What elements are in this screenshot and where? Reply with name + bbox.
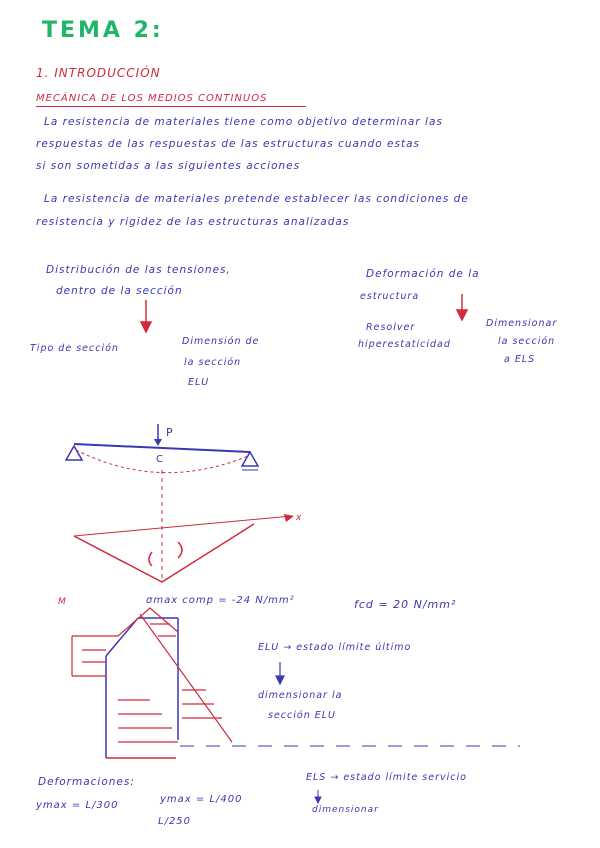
midpoint-label: C	[156, 454, 163, 465]
beam	[74, 444, 250, 452]
stress-distribution	[72, 608, 232, 742]
sigma-max-label: σmax comp = -24 N/mm²	[146, 595, 295, 606]
load-label: P	[166, 426, 173, 439]
fcd-label: fcd = 20 N/mm²	[354, 598, 457, 611]
ymax-1: ymax = L/300	[36, 800, 119, 811]
elu-arrow	[276, 662, 284, 684]
moment-label: M	[58, 597, 66, 607]
flow-left-section-type: Tipo de sección	[30, 343, 119, 354]
flow-left-top-2: dentro de la sección	[56, 285, 183, 297]
stress-block-diagram	[106, 618, 178, 758]
paragraph-1-line-1: La resistencia de materiales tiene como objetivo determinar las	[44, 116, 443, 128]
flow-right-dim-3: a ELS	[504, 354, 536, 365]
paragraph-2-line-1: La resistencia de materiales pretende establecer las condiciones de	[44, 193, 469, 205]
flow-left-top-1: Distribución de las tensiones,	[46, 264, 231, 276]
flow-right-top-1: Deformación de la	[366, 268, 480, 280]
paragraph-1-line-3: si son sometidas a las siguientes acciones	[36, 160, 301, 172]
flow-arrow-left	[141, 300, 151, 332]
elu-dim-2: sección ELU	[268, 710, 336, 721]
flow-right-resolve-1: Resolver	[366, 322, 416, 333]
els-label: ELS → estado límite servicio	[306, 772, 467, 783]
page-title: TEMA 2:	[42, 18, 164, 43]
flow-right-top-2: estructura	[360, 291, 420, 302]
els-arrow	[315, 790, 321, 803]
flow-right-resolve-2: hiperestaticidad	[358, 339, 451, 350]
deform-alt: L/250	[158, 816, 192, 827]
ymax-2: ymax = L/400	[160, 794, 243, 805]
flow-arrow-right	[457, 294, 467, 320]
support-left-icon	[66, 446, 82, 460]
paragraph-2-line-2: resistencia y rigidez de las estructuras analizadas	[36, 216, 350, 228]
elu-label: ELU → estado límite último	[258, 642, 412, 653]
elu-dim-1: dimensionar la	[258, 690, 343, 701]
section-heading: 1. INTRODUCCIÓN	[36, 66, 161, 80]
support-right-icon	[242, 452, 258, 466]
flow-left-dim-3: ELU	[188, 377, 210, 388]
els-dim: dimensionar	[312, 805, 379, 815]
paragraph-1-line-2: respuestas de las respuestas de las estructuras cuando estas	[36, 138, 420, 150]
beam-diagram	[66, 424, 258, 580]
moment-diagram	[74, 514, 294, 582]
flow-left-dim-2: la sección	[184, 357, 242, 368]
flow-left-dim-1: Dimensión de	[182, 336, 260, 347]
flow-right-dim-2: la sección	[498, 336, 556, 347]
subsection-heading: MECÁNICA DE LOS MEDIOS CONTINUOS	[36, 93, 268, 104]
deform-title: Deformaciones:	[38, 776, 135, 788]
moment-axis-label: x	[296, 513, 302, 523]
flow-right-dim-1: Dimensionar	[486, 318, 558, 329]
